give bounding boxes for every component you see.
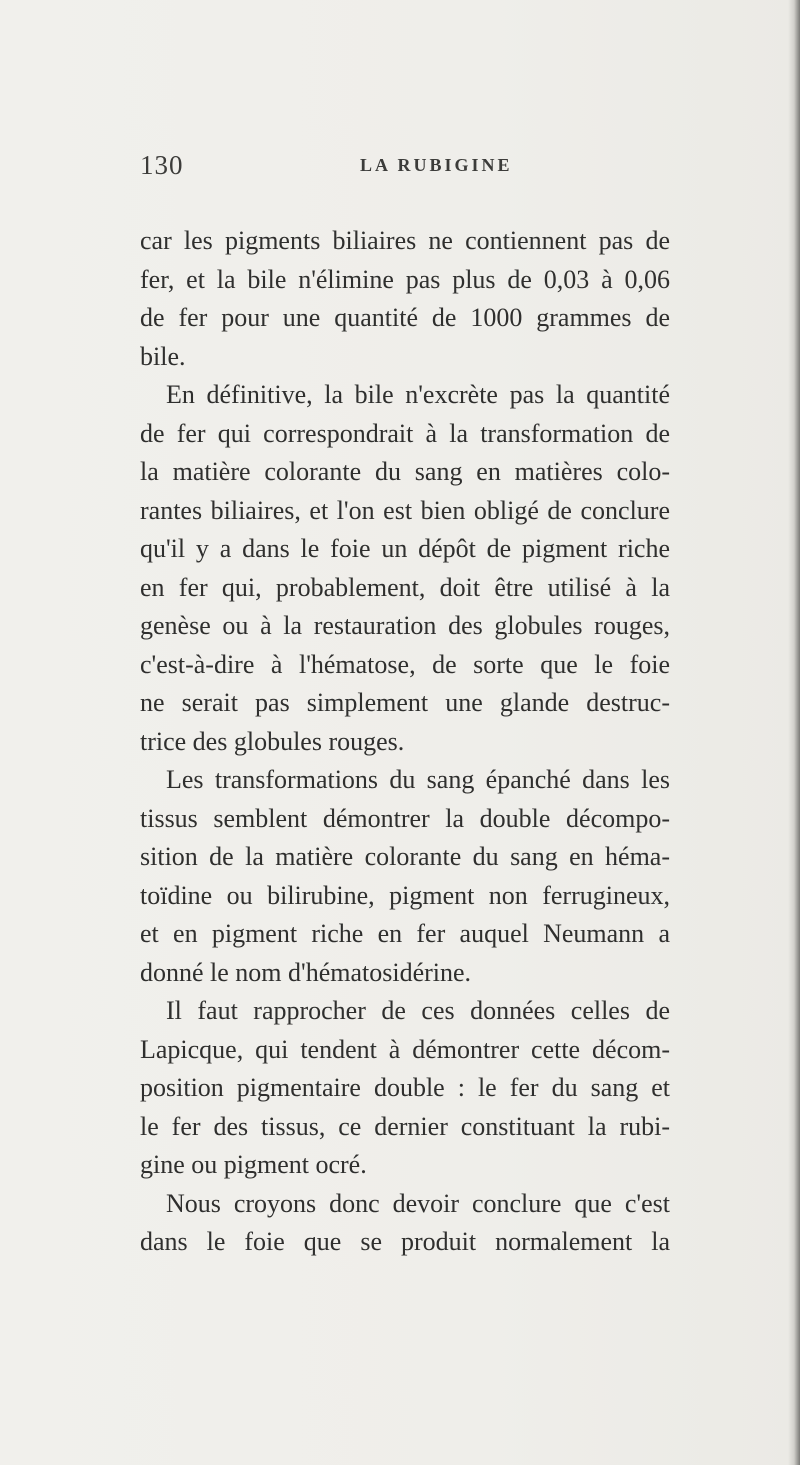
text-line: Il faut rapprocher de ces données celles de [166,996,670,1025]
text-line: donné le nom d'hématosidérine. [140,957,472,987]
text-line: fer, et la bile n'élimine pas plus de 0,03 à 0,06 [140,264,670,294]
page-number: 130 [140,150,184,180]
text-line: c'est-à-dire à l'hématose, de sorte que le foie [140,649,670,679]
text-line: gine ou pigment ocré. [140,1150,367,1179]
text-line: trice des globules rouges. [140,726,405,756]
text-line: bile. [140,341,186,371]
page-header [140,150,680,190]
text-line: qu'il y a dans le foie un dépôt de pigment riche [140,534,670,563]
text-line: en fer qui, probablement, doit être utilisé à la [140,572,670,602]
text-line: Nous croyons donc devoir conclure que c'est [166,1188,670,1218]
text-line: dans le foie que se produit normalement la [140,1227,670,1256]
text-line: genèse ou à la restauration des globules rouges, [140,611,670,640]
text-line: le fer des tissus, ce dernier constituant la rubi- [140,1111,670,1141]
text-line: et en pigment riche en fer auquel Neumann a [140,919,670,948]
text-line: car les pigments biliaires ne contiennent pas de [140,226,670,255]
running-title: LA RUBIGINE [360,155,513,175]
text-line: Les transformations du sang épanché dans les [166,765,670,794]
body-text [140,222,670,1262]
text-line: tissus semblent démontrer la double décompo- [140,803,670,833]
text-line: ne serait pas simplement une glande destruc- [140,688,670,717]
text-line: rantes biliaires, et l'on est bien obligé de conclure [140,495,670,525]
page-edge-shadow [788,0,800,1465]
text-line: position pigmentaire double : le fer du sang et [140,1073,670,1102]
text-line: la matière colorante du sang en matières colo- [140,457,670,486]
text-line: toïdine ou bilirubine, pigment non ferrugineux, [140,880,670,910]
text-line: de fer qui correspondrait à la transformation de [140,418,670,448]
text-line: En définitive, la bile n'excrète pas la quantité [166,380,670,409]
text-line: de fer pour une quantité de 1000 grammes de [140,303,670,332]
text-line: sition de la matière colorante du sang en héma- [140,842,670,871]
text-line: Lapicque, qui tendent à démontrer cette décom- [140,1034,670,1064]
